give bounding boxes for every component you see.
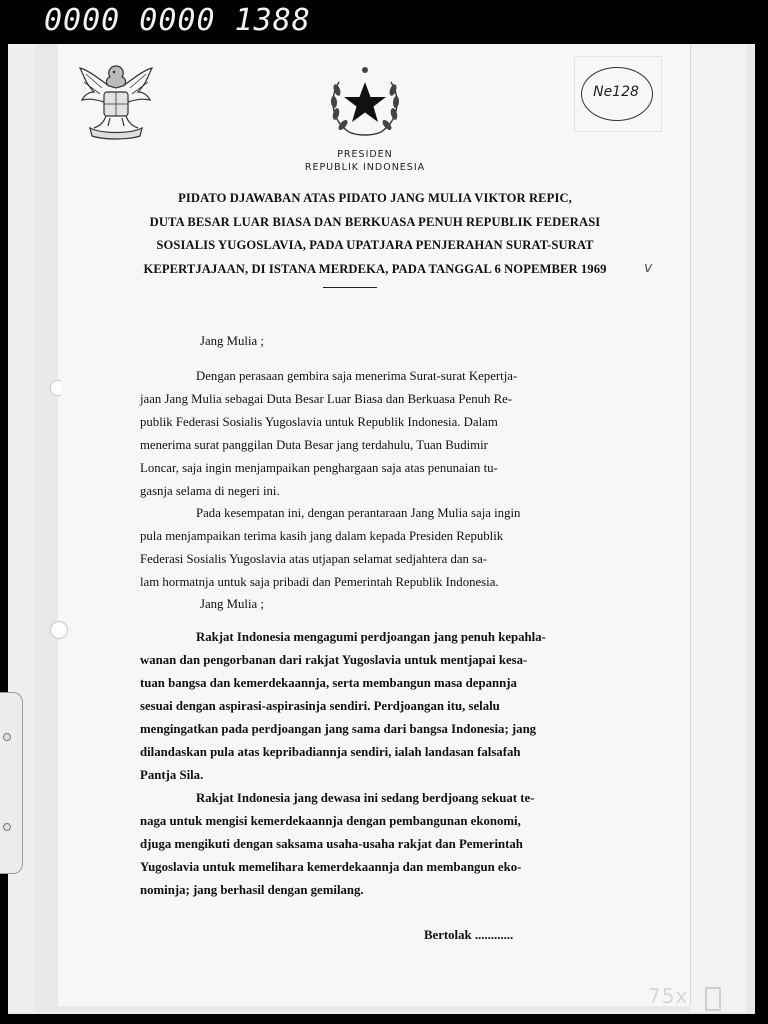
paragraph-line: Yugoslavia untuk memelihara kemerdekaannja dan membangun eko-	[140, 860, 522, 874]
paragraph-line: Dengan perasaan gembira saja menerima Surat-surat Kepertja-	[196, 369, 518, 383]
film-frame-box	[705, 987, 721, 1011]
stamp-number: Ne128	[593, 84, 639, 100]
title-underline	[323, 287, 377, 288]
frame-number: 0000 0000 1388	[44, 3, 311, 38]
paragraph-line: nominja; jang berhasil dengan gemilang.	[140, 883, 364, 897]
paragraph-line: Rakjat Indonesia mengagumi perdjoangan jang penuh kepahla-	[196, 630, 546, 644]
paragraph-line: pula menjampaikan terima kasih jang dalam kepada Presiden Republik	[140, 529, 504, 543]
paragraph-line: djuga mengikuti dengan saksama usaha-usaha rakjat dan Pemerintah	[140, 837, 523, 851]
paragraph-line: Pada kesempatan ini, dengan perantaraan Jang Mulia saja ingin	[196, 506, 521, 520]
check-mark: v	[644, 260, 653, 276]
presidential-star-seal-icon	[325, 62, 405, 140]
paragraph-line: dilandaskan pula atas kepribadiannja sendiri, ialah landasan falsafah	[140, 745, 521, 759]
letterhead	[240, 148, 490, 174]
binding-dot	[3, 823, 11, 831]
paragraph-line: wanan dan pengorbanan dari rakjat Yugoslavia untuk mentjapai kesa-	[140, 653, 528, 667]
paragraph-line: publik Federasi Sosialis Yugoslavia untuk Republik Indonesia. Dalam	[140, 415, 498, 429]
salutation-2: Jang Mulia ;	[200, 597, 264, 611]
film-frame-mark: 75x	[648, 984, 689, 1008]
paragraph-3	[140, 626, 620, 787]
paragraph-4	[140, 787, 620, 902]
right-page-flap	[690, 44, 746, 1012]
title-line: DUTA BESAR LUAR BIASA DAN BERKUASA PENUH REPUBLIK FEDERASI	[149, 214, 601, 229]
binding-tab	[0, 692, 23, 874]
paragraph-line: jaan Jang Mulia sebagai Duta Besar Luar Biasa dan Berkuasa Penuh Re-	[140, 392, 513, 406]
closing-continuation: Bertolak ............	[424, 928, 514, 942]
film-strip-header	[0, 0, 768, 44]
paragraph-line: naga untuk mengisi kemerdekaannja dengan pembangunan ekonomi,	[140, 814, 521, 828]
paragraph-line: gasnja selama di negeri ini.	[140, 484, 280, 498]
paragraph-line: Rakjat Indonesia jang dewasa ini sedang berdjoang sekuat te-	[196, 791, 535, 805]
paragraph-1	[140, 365, 620, 503]
document-title	[110, 187, 640, 281]
archive-stamp	[574, 56, 662, 132]
paragraph-line: menerima surat panggilan Duta Besar jang terdahulu, Tuan Budimir	[140, 438, 488, 452]
punch-hole	[50, 621, 68, 639]
paragraph-line: mengingatkan pada perdjoangan jang sama dari bangsa Indonesia; jang	[140, 722, 537, 736]
paragraph-line: Loncar, saja ingin menjampaikan penghargaan saja atas penunaian tu-	[140, 461, 498, 475]
paragraph-line: Federasi Sosialis Yugoslavia atas utjapan selamat sedjahtera dan sa-	[140, 552, 488, 566]
binding-dot	[3, 733, 11, 741]
garuda-emblem-icon	[74, 58, 158, 142]
letterhead-line-1: PRESIDEN	[337, 149, 393, 160]
punch-hole	[50, 380, 61, 396]
paragraph-line: sesuai dengan aspirasi-aspirasinja sendiri. Perdjoangan itu, selalu	[140, 699, 500, 713]
title-line: PIDATO DJAWABAN ATAS PIDATO JANG MULIA VIKTOR REPIC,	[178, 191, 572, 205]
paragraph-line: tuan bangsa dan kemerdekaannja, serta membangun masa depannja	[140, 676, 517, 690]
letterhead-line-2: REPUBLIK INDONESIA	[304, 162, 426, 173]
paragraph-2	[140, 502, 620, 594]
title-line: SOSIALIS YUGOSLAVIA, PADA UPATJARA PENJERAHAN SURAT-SURAT	[156, 238, 594, 252]
salutation-1: Jang Mulia ;	[200, 334, 264, 348]
title-line: KEPERTJAJAAN, DI ISTANA MERDEKA, PADA TANGGAL 6 NOPEMBER 1969	[143, 261, 607, 276]
paragraph-line: lam hormatnja untuk saja pribadi dan Pemerintah Republik Indonesia.	[140, 575, 499, 589]
paragraph-line: Pantja Sila.	[140, 768, 204, 782]
